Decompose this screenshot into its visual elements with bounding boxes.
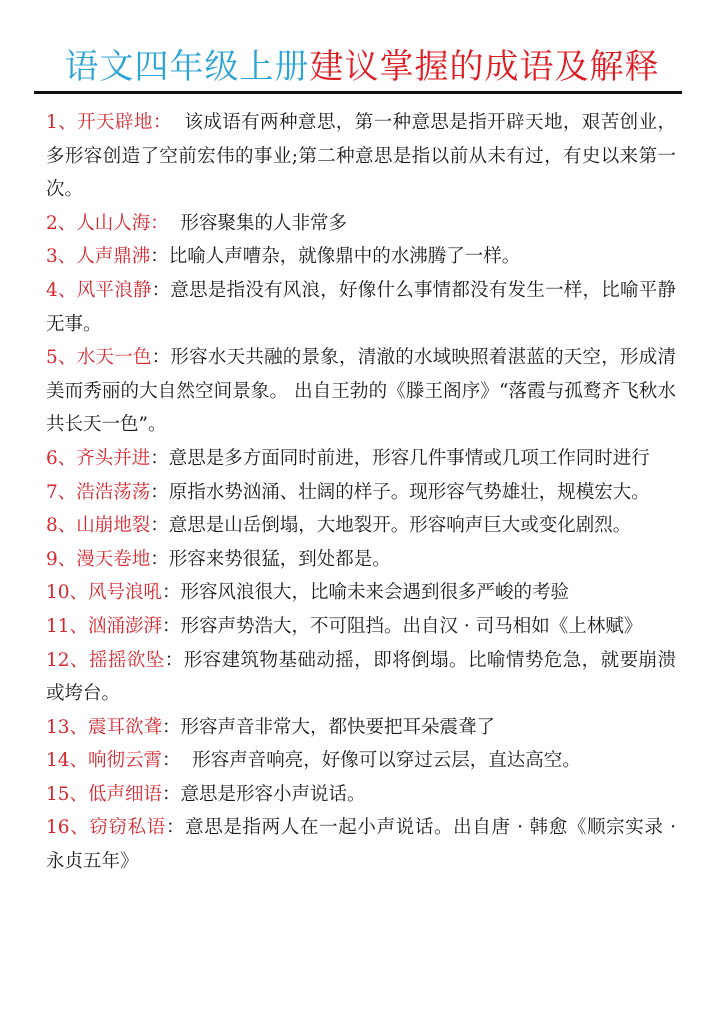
- idiom-explanation: ：形容风浪很大，比喻未来会遇到很多严峻的考验: [162, 582, 570, 604]
- idiom-term: 10、风号浪吼: [46, 582, 163, 604]
- idiom-explanation: ：形容水天共融的景象，清澈的水域映照着湛蓝的天空，形成清美而秀丽的大自然空间景象。 出自王勃的《滕王阁序》“落霞与孤鹜齐飞秋水共长天一色”。: [46, 347, 676, 436]
- title-part-subject: 建议掌握的成语及解释: [309, 47, 660, 87]
- idiom-entry-11: [46, 610, 676, 644]
- idiom-term: 9、漫天卷地: [46, 548, 151, 570]
- idiom-explanation: ：形容声音非常大，都快要把耳朵震聋了: [162, 716, 496, 738]
- idiom-term: 15、低声细语: [46, 783, 163, 805]
- idiom-entry-2: [46, 207, 676, 241]
- idiom-term: 12、摇摇欲坠: [46, 649, 165, 671]
- page-title: [0, 44, 724, 90]
- idiom-entry-12: [46, 644, 676, 711]
- idiom-term: 5、水天一色: [46, 347, 152, 369]
- idiom-term: 11、汹涌澎湃: [46, 615, 163, 637]
- idiom-explanation: ：意思是指没有风浪，好像什么事情都没有发生一样，比喻平静无事。: [46, 279, 676, 335]
- idiom-term: 4、风平浪静: [46, 279, 152, 301]
- idiom-entry-10: [46, 576, 676, 610]
- idiom-entry-9: [46, 543, 676, 577]
- idiom-explanation: ： 形容声音响亮，好像可以穿过云层，直达高空。: [162, 750, 581, 772]
- idiom-term: 1、开天辟地：: [46, 112, 172, 133]
- title-divider: [34, 91, 682, 94]
- idiom-entry-14: [46, 744, 676, 778]
- idiom-entry-4: [46, 274, 676, 341]
- idiom-entry-15: [46, 778, 676, 812]
- idiom-entry-7: [46, 476, 676, 510]
- idiom-term: 8、山崩地裂: [46, 515, 151, 537]
- idiom-entry-3: [46, 240, 676, 274]
- idiom-explanation: ：形容建筑物基础动摇，即将倒塌。比喻情势危急，就要崩溃或垮台。: [46, 649, 676, 705]
- idiom-explanation: ：意思是指两人在一起小声说话。出自唐 · 韩愈《顺宗实录 · 永贞五年》: [46, 817, 676, 873]
- idiom-explanation: ：形容来势很猛，到处都是。: [150, 548, 391, 570]
- idiom-term: 13、震耳欲聋: [46, 716, 163, 738]
- idiom-explanation: ：形容声势浩大，不可阻挡。出自汉 · 司马相如《上林赋》: [162, 615, 643, 637]
- idiom-term: 16、窃窃私语: [46, 817, 166, 839]
- idiom-term: 3、人声鼎沸: [46, 246, 151, 268]
- idiom-explanation: ：意思是山岳倒塌，大地裂开。形容响声巨大或变化剧烈。: [150, 515, 632, 537]
- idiom-term: 7、浩浩荡荡: [46, 481, 151, 503]
- idiom-list: [46, 106, 676, 879]
- idiom-term: 14、响彻云霄: [46, 750, 163, 772]
- idiom-entry-8: [46, 509, 676, 543]
- idiom-term: 2、人山人海：: [46, 212, 169, 234]
- idiom-explanation: ：意思是多方面同时前进，形容几件事情或几项工作同时进行: [150, 447, 650, 469]
- idiom-explanation: 形容聚集的人非常多: [168, 212, 348, 234]
- idiom-term: 6、齐头并进: [46, 447, 151, 469]
- idiom-explanation: ：意思是形容小声说话。: [162, 783, 366, 805]
- idiom-explanation: ：比喻人声嘈杂，就像鼎中的水沸腾了一样。: [150, 246, 521, 268]
- idiom-entry-1: [46, 106, 676, 207]
- title-part-grade: 语文四年级上册: [64, 47, 310, 87]
- idiom-explanation: 该成语有两种意思，第一种意思是指开辟天地，艰苦创业，多形容创造了空前宏伟的事业;第二种意思是指以前从未有过，有史以来第一次。: [46, 112, 676, 201]
- idiom-explanation: ：原指水势汹涌、壮阔的样子。现形容气势雄壮，规模宏大。: [150, 481, 650, 503]
- idiom-entry-16: [46, 811, 676, 878]
- idiom-entry-6: [46, 442, 676, 476]
- idiom-entry-13: [46, 711, 676, 745]
- idiom-entry-5: [46, 341, 676, 442]
